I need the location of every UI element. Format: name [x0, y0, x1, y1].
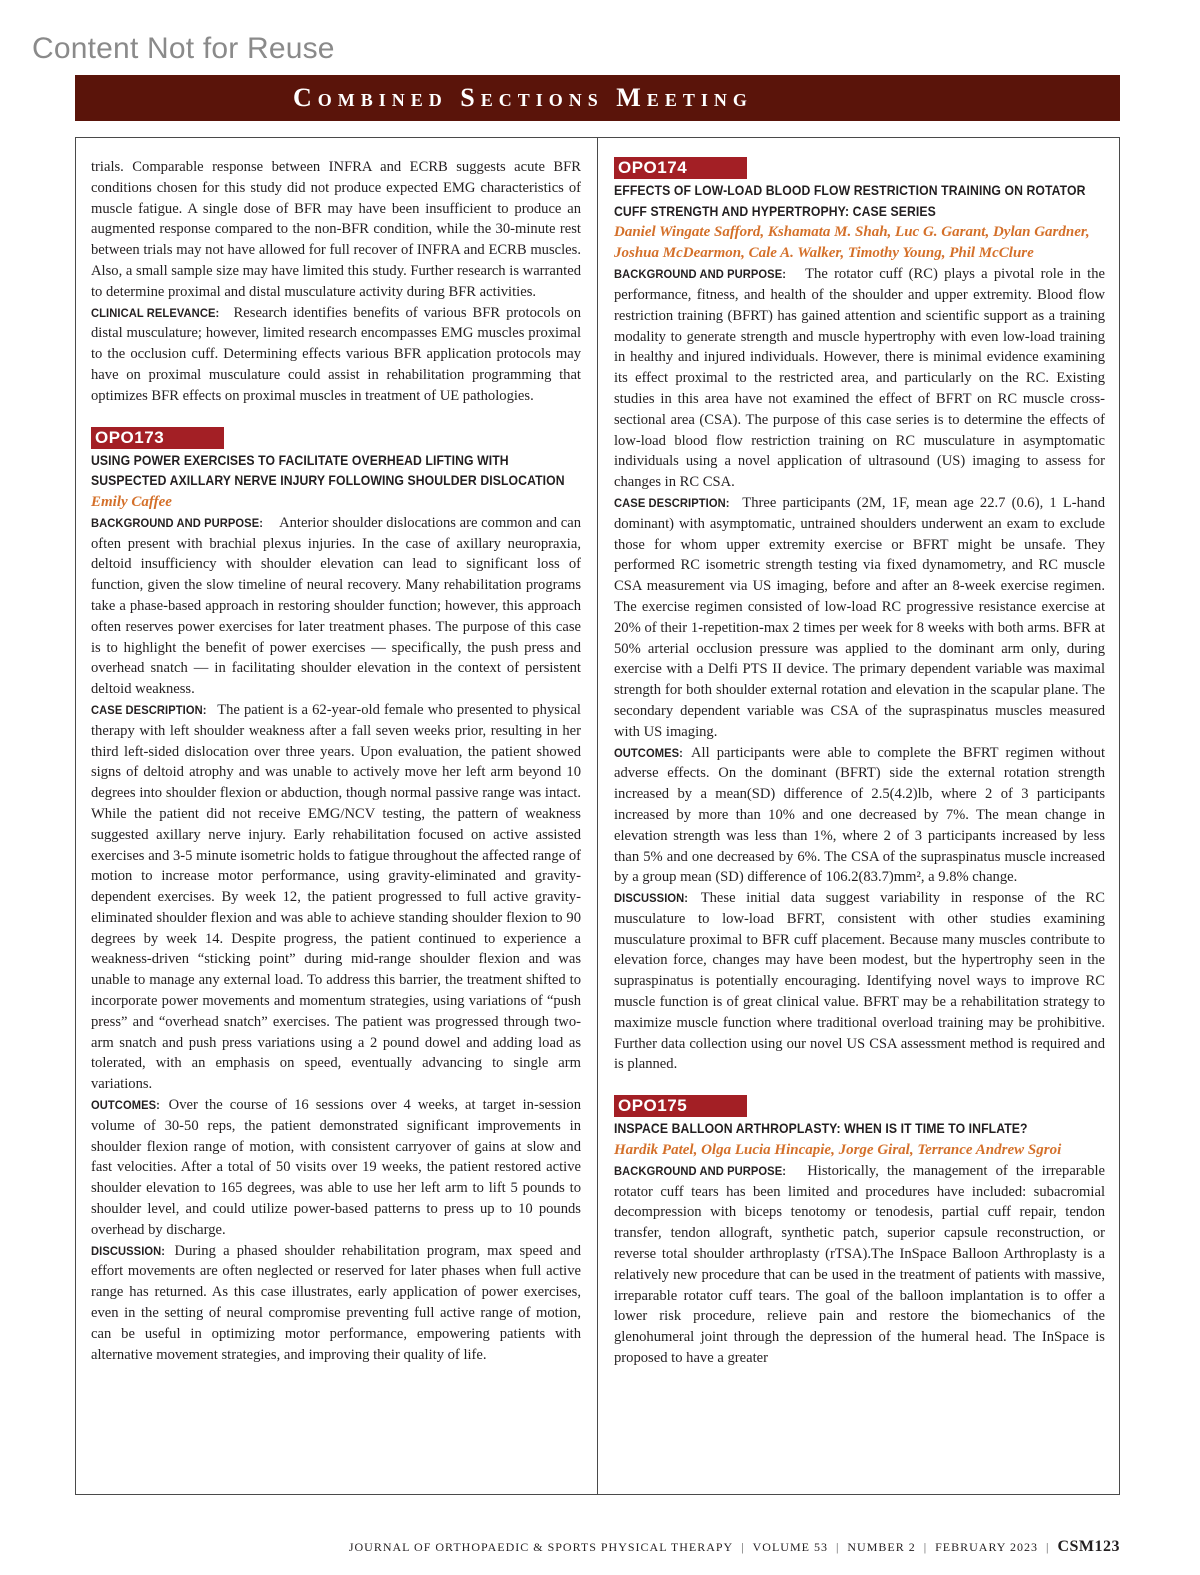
paragraph [614, 888, 1105, 1075]
section-heading: OUTCOMES: [614, 745, 683, 760]
page-number: CSM123 [1057, 1538, 1120, 1555]
paragraph-text: Three participants (2M, 1F, mean age 22.7 (0.6), 1 L-hand dominant) with asymptomatic, untrained shoulders underwent an exam to exclude those for whom upper extremity exercise or BFRT might be unsafe. They performed RC isometric strength testing via fixed dynamometry, and RC muscle CSA measurement via US imaging, before and after an 8-week exercise regimen. The exercise regimen consisted of low-load RC progressive resistance exercise at 20% of their 1-repetition-max 2 times per week for 8 weeks with both arms. BFR at 50% arterial occlusion pressure was applied to the dominant arm only, during exercise with a Delfi PTS II device. The primary dependent variable was maximal strength for both shoulder external rotation and elevation in the scapular plane. The secondary dependent variable was CSA of the supraspinatus muscles measured with US imaging. [614, 494, 1105, 740]
paragraph [614, 264, 1105, 493]
footer-separator: | [835, 1540, 840, 1554]
paragraph-text: Historically, the management of the irreparable rotator cuff tears has been limited and procedures have included: subacromial decompression with biceps tenotomy or tenodesis, partial cuff repair, tendon transfer, tendon allograft, synthetic patch, superior capsule reconstruction, or reverse total shoulder arthroplasty (rTSA).The InSpace Balloon Arthroplasty is a relatively new procedure that can be used in the treatment of patients with massive, irreparable rotator cuff tears. The goal of the balloon implantation is to offer a lower risk procedure, relieve pain and restore the biomechanics of the glenohumeral joint through the depression of the humeral head. The InSpace is proposed to have a greater [614, 1162, 1105, 1367]
paragraph [91, 513, 581, 700]
section-heading: OUTCOMES: [91, 1098, 160, 1113]
abstract-authors: Emily Caffee [91, 493, 172, 510]
issue-date: FEBRUARY 2023 [935, 1540, 1039, 1554]
section-banner: Combined Sections Meeting [75, 75, 1120, 121]
section-heading: BACKGROUND AND PURPOSE: [91, 515, 264, 530]
volume-label: VOLUME 53 [752, 1540, 828, 1554]
left-column [91, 157, 581, 1365]
abstract-id-badge: OPO173 [91, 427, 224, 449]
right-column [614, 157, 1105, 1369]
abstract-title: USING POWER EXERCISES TO FACILITATE OVERHEAD LIFTING WITH SUSPECTED AXILLARY NERVE INJURY FOLLOWING SHOULDER DISLOCATION [91, 452, 565, 489]
paragraph-text: The patient is a 62-year-old female who presented to physical therapy with left shoulder weakness after a fall seven weeks prior, resulting in her third left-sided dislocation over three years. Upon evaluation, the patient showed signs of deltoid atrophy and was unable to actively move her left arm beyond 10 degrees into shoulder flexion or abduction, though normal passive range was intact. While the patient did not receive EMG/NCV testing, the pattern of weakness suggested axillary nerve injury. Early rehabilitation focused on active assisted exercises and 3-5 minute isometric holds to fatigue throughout the affected range of motion to increase motor performance, using gravity-eliminated and gravity-dependent exercises. By week 12, the patient progressed to full active gravity-eliminated shoulder flexion and was able to achieve standing shoulder flexion to 90 degrees by week 14. Despite progress, the patient continued to experience a weakness-driven “sticking point” during mid-range shoulder flexion and was unable to manage any external load. To address this barrier, the treatment shifted to incorporate power movements and momentum strategies, using variations of “push press” and “overhead snatch” exercises. The patient was progressed through two-arm snatch and push press variations using a 2 pound dowel and adding load as tolerated, with an emphasis on speed, eventually advancing to single arm variations. [91, 701, 581, 1093]
issue-number: NUMBER 2 [847, 1540, 916, 1554]
abstract-title: EFFECTS OF LOW-LOAD BLOOD FLOW RESTRICTION TRAINING ON ROTATOR CUFF STRENGTH AND HYPERTROPHY: CASE SERIES [614, 183, 1086, 219]
section-heading: BACKGROUND AND PURPOSE: [614, 1163, 787, 1178]
abstract-id-badge: OPO175 [614, 1095, 747, 1117]
section-heading: DISCUSSION: [614, 891, 689, 906]
paragraph-text: These initial data suggest variability in response of the RC musculature to low-load BFRT, consistent with other studies examining musculature proximal to BFR cuff placement. Because many muscles contribute to elevation force, changes may have been modest, but the hypertrophy seen in the supraspinatus is potentially encouraging. Identifying novel ways to improve RC muscle function is of great clinical value. BFRT may be a rehabilitation strategy to maximize muscle function where traditional overload training may be prohibitive. Further data collection using our novel US CSA assessment method is required and is planned. [614, 890, 1106, 1073]
abstract-authors: Daniel Wingate Safford, Kshamata M. Shah, Luc G. Garant, Dylan Gardner, Joshua McDearmon, Cale A. Walker, Timothy Young, Phil McClure [614, 224, 1090, 262]
footer-separator: | [923, 1540, 928, 1554]
abstract-id-badge: OPO174 [614, 157, 747, 179]
paragraph: trials. Comparable response between INFRA and ECRB suggests acute BFR conditions chosen for this study did not produce expected EMG characteristics of muscle fatigue. A single dose of BFR may have been insufficient to produce an augmented response compared to the non-BFR condition, while the 30-minute rest between trials may not have allowed for full recover of INFRA and ECRB muscles. Also, a small sample size may have limited this study. Further research is warranted to determine proximal and distal musculature activity during BFR activities. [91, 159, 581, 300]
section-heading: CASE DESCRIPTION: [91, 702, 207, 717]
section-heading: DISCUSSION: [91, 1243, 166, 1258]
column-divider [597, 137, 598, 1495]
footer-separator: | [1046, 1540, 1050, 1554]
paragraph-text: The rotator cuff (RC) plays a pivotal role in the performance, fitness, and health of the shoulder and upper extremity. Blood flow restriction training (BFRT) has gained attention and scientific support as a training modality to generate strength and muscle hypertrophy with even low-load training in healthy and injured individuals. However, there is minimal evidence examining its effect proximal to the restricted area, and particularly on the RC. Existing studies in this area have not examined the effect of BFRT on RC muscle cross-sectional area (CSA). The purpose of this case series is to determine the effects of low-load blood flow restriction training on RC musculature in asymptomatic individuals using a novel application of ultrasound (US) imaging to assess for changes in RC CSA. [614, 266, 1105, 491]
paragraph [614, 1161, 1105, 1369]
section-heading: CLINICAL RELEVANCE: [91, 305, 220, 320]
page-footer [349, 1538, 1120, 1556]
watermark: Content Not for Reuse [32, 32, 335, 65]
paragraph-text: Anterior shoulder dislocations are common and can often present with brachial plexus injuries. In the case of axillary neuropraxia, deltoid insufficiency with shoulder elevation can lead to significant loss of function, given the slow timeline of neural recovery. Many rehabilitation programs take a phase-based approach in restoring shoulder function; however, this approach often reserves power exercises for later treatment phases. The purpose of this case is to highlight the benefit of power exercises — specifically, the push press and overhead snatch — in facilitating shoulder elevation in the context of persistent deltoid weakness. [91, 514, 581, 698]
paragraph [614, 743, 1105, 889]
paragraph [91, 303, 581, 407]
abstract-authors: Hardik Patel, Olga Lucia Hincapie, Jorge Giral, Terrance Andrew Sgroi [614, 1141, 1062, 1158]
paragraph [614, 493, 1105, 743]
paragraph-text: During a phased shoulder rehabilitation program, max speed and effort movements are often neglected or reserved for later phases when full active range has returned. As this case illustrates, early application of power exercises, even in the setting of neural compromise preventing full active range of motion, can be useful in optimizing motor performance, empowering patients with alternative movement strategies, and improving their quality of life. [91, 1242, 581, 1363]
paragraph [91, 700, 581, 1095]
paragraph-text: Over the course of 16 sessions over 4 weeks, at target in-session volume of 30-50 reps, the patient demonstrated significant improvements in shoulder flexion range of motion, with consistent carryover of gains at slow and fast velocities. After a total of 50 visits over 19 weeks, the patient restored active shoulder elevation to 165 degrees, was able to use her left arm to lift 5 pounds to shoulder level, and could utilize power-based patterns to press up to 10 pounds overhead by discharge. [91, 1097, 581, 1238]
paragraph [91, 1095, 581, 1241]
journal-name: JOURNAL OF ORTHOPAEDIC & SPORTS PHYSICAL THERAPY [348, 1540, 734, 1554]
paragraph-text: Research identifies benefits of various BFR protocols on distal musculature; however, limited research encompasses EMG muscles proximal to the occlusion cuff. Determining effects various BFR application protocols may have on proximal musculature could assist in rehabilitation programming that optimizes BFR effects on proximal muscles in treatment of UE pathologies. [91, 304, 581, 404]
abstract-title: INSPACE BALLOON ARTHROPLASTY: WHEN IS IT TIME TO INFLATE? [614, 1121, 1028, 1137]
paragraph-text: All participants were able to complete the BFRT regimen without adverse effects. On the dominant (BFRT) side the external rotation strength increased by a mean(SD) difference of 2.5(4.2)lb, where 2 of 3 participants increased by more than 10% and one decreased by 7%. The mean change in elevation strength was less than 1%, where 2 of 3 participants increased by less than 5% and one decreased by 6%. The CSA of the supraspinatus muscle increased by a group mean (SD) difference of 106.2(83.7)mm², a 9.8% change. [614, 744, 1106, 886]
paragraph [91, 1241, 581, 1366]
section-heading: CASE DESCRIPTION: [614, 495, 730, 510]
section-heading: BACKGROUND AND PURPOSE: [614, 267, 787, 282]
footer-separator: | [741, 1540, 745, 1554]
